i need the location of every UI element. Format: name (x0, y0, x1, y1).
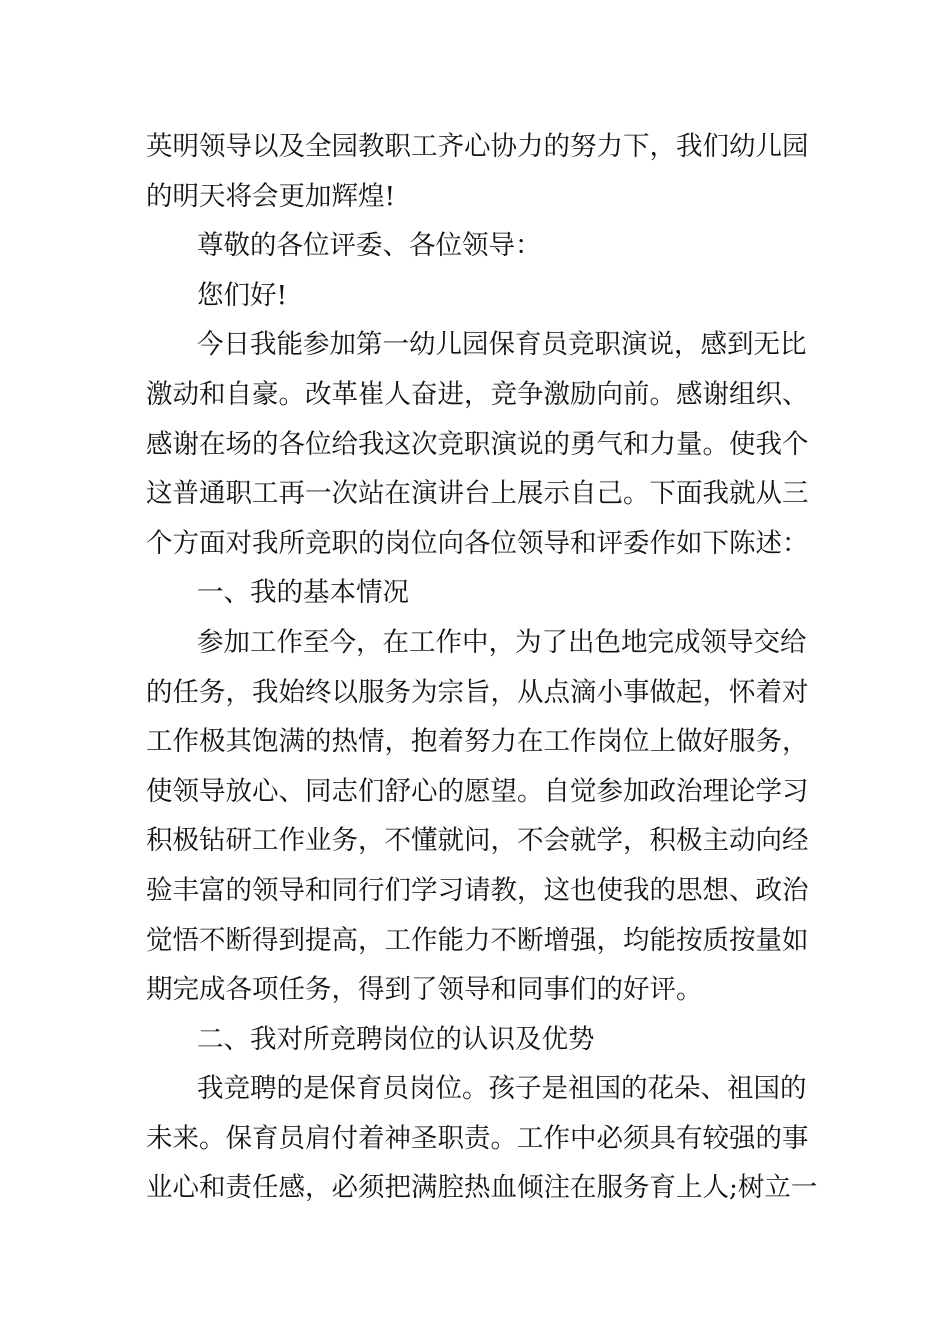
text-line: 英明领导以及全园教职工齐心协力的努力下，我们幼儿园 (146, 131, 809, 162)
text-line: 业心和责任感，必须把满腔热血倾注在服务育上人;树立一 (146, 1172, 818, 1204)
text-line: 的任务，我始终以服务为宗旨，从点滴小事做起，怀着对 (146, 676, 809, 708)
text-line: 我竞聘的是保育员岗位。孩子是祖国的花朵、祖国的 (197, 1073, 807, 1105)
text-line: 验丰富的领导和同行们学习请教，这也使我的思想、政治 (146, 874, 809, 906)
text-line: 觉悟不断得到提高，工作能力不断增强，均能按质按量如 (146, 924, 809, 956)
text-line: 个方面对我所竞职的岗位向各位领导和评委作如下陈述： (146, 527, 809, 559)
text-line: 今日我能参加第一幼儿园保育员竞职演说，感到无比 (197, 329, 807, 361)
text-line: 期完成各项任务，得到了领导和同事们的好评。 (146, 974, 703, 1006)
text-line: 使领导放心、同志们舒心的愿望。自觉参加政治理论学习 (146, 775, 809, 807)
text-line: 参加工作至今，在工作中，为了出色地完成领导交给 (197, 626, 807, 658)
text-line: 未来。保育员肩付着神圣职责。工作中必须具有较强的事 (146, 1122, 809, 1154)
text-line: 您们好! (197, 279, 288, 311)
text-line: 一、我的基本情况 (197, 577, 409, 609)
text-line: 二、我对所竞聘岗位的认识及优势 (197, 1023, 595, 1055)
text-line: 的明天将会更加辉煌! (146, 180, 396, 212)
text-line: 积极钻研工作业务，不懂就问，不会就学，积极主动向经 (146, 825, 809, 857)
text-line: 激动和自豪。改革崔人奋进，竞争激励向前。感谢组织、 (146, 378, 809, 410)
text-line: 感谢在场的各位给我这次竞职演说的勇气和力量。使我个 (146, 428, 809, 460)
text-line: 尊敬的各位评委、各位领导： (197, 230, 542, 262)
text-line: 工作极其饱满的热情，抱着努力在工作岗位上做好服务， (146, 726, 809, 758)
text-line: 这普通职工再一次站在演讲台上展示自己。下面我就从三 (146, 478, 809, 510)
document-body (146, 122, 818, 1213)
